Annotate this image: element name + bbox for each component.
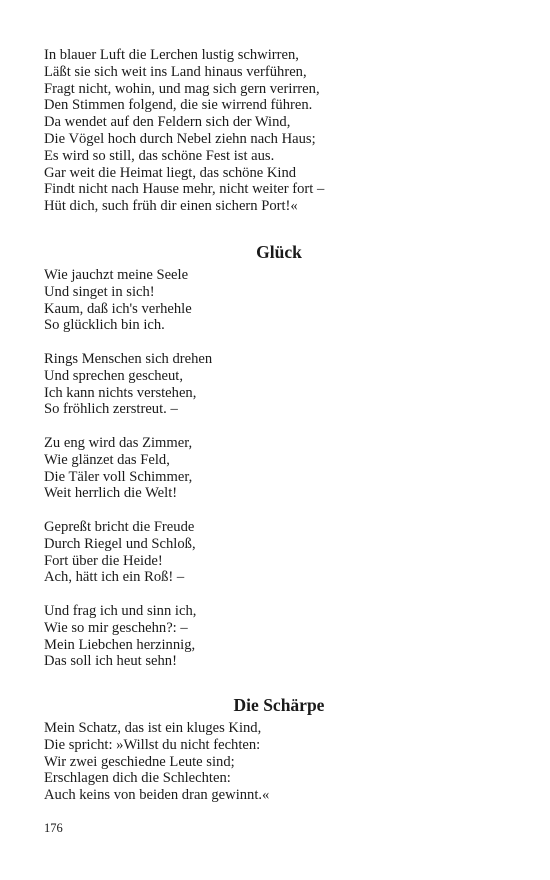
verse-line: Die Täler voll Schimmer, xyxy=(44,468,193,485)
verse-line: Durch Riegel und Schloß, xyxy=(44,535,196,552)
verse-line: Wie glänzet das Feld, xyxy=(44,451,170,468)
stanza xyxy=(44,351,514,418)
verse-line: Den Stimmen folgend, die sie wirrend führen. xyxy=(44,97,313,114)
verse-line: Erschlagen dich die Schlechten: xyxy=(44,770,231,787)
verse-line: Es wird so still, das schöne Fest ist aus. xyxy=(44,147,275,164)
stanza xyxy=(44,267,514,334)
page-number: 176 xyxy=(44,821,63,835)
verse-line: Und sprechen gescheut, xyxy=(44,367,183,384)
verse-line: Läßt sie sich weit ins Land hinaus verführen, xyxy=(44,63,307,80)
verse-line: Wir zwei geschiedne Leute sind; xyxy=(44,753,235,770)
verse-line: Mein Liebchen herzinnig, xyxy=(44,636,196,653)
poem-die-schaerpe xyxy=(44,720,514,804)
verse-line: Die spricht: »Willst du nicht fechten: xyxy=(44,736,261,753)
verse-line: Mein Schatz, das ist ein kluges Kind, xyxy=(44,720,262,737)
stanza xyxy=(44,519,514,586)
page-content xyxy=(44,47,514,804)
verse-line: Hüt dich, such früh dir einen sichern Port!« xyxy=(44,198,298,215)
verse-line: Fragt nicht, wohin, und mag sich gern verirren, xyxy=(44,80,320,97)
poem-title-die-schaerpe: Die Schärpe xyxy=(233,695,325,716)
poem-glueck xyxy=(44,267,514,670)
verse-line: Die Vögel hoch durch Nebel ziehn nach Haus; xyxy=(44,130,316,147)
poem-fragment-stanza xyxy=(44,47,514,215)
verse-line: In blauer Luft die Lerchen lustig schwirren, xyxy=(44,47,299,63)
verse-line: Zu eng wird das Zimmer, xyxy=(44,434,193,451)
verse-line: Das soll ich heut sehn! xyxy=(44,653,177,670)
verse-line: Wie so mir geschehn?: – xyxy=(44,619,188,636)
verse-line: Fort über die Heide! xyxy=(44,552,163,569)
verse-line: Findt nicht nach Hause mehr, nicht weiter fort – xyxy=(44,181,325,198)
verse-line: Wie jauchzt meine Seele xyxy=(44,266,189,283)
verse-line: Und singet in sich! xyxy=(44,283,155,300)
verse-line: Da wendet auf den Feldern sich der Wind, xyxy=(44,114,291,131)
verse-line: Gar weit die Heimat liegt, das schöne Kind xyxy=(44,164,297,181)
verse-line: So glücklich bin ich. xyxy=(44,317,165,334)
stanza xyxy=(44,603,514,670)
stanza xyxy=(44,435,514,502)
verse-line: Weit herrlich die Welt! xyxy=(44,485,178,502)
verse-line: Kaum, daß ich's verhehle xyxy=(44,300,192,317)
verse-line: So fröhlich zerstreut. – xyxy=(44,401,178,418)
verse-line: Und frag ich und sinn ich, xyxy=(44,602,197,619)
verse-line: Gepreßt bricht die Freude xyxy=(44,518,195,535)
verse-line: Ich kann nichts verstehen, xyxy=(44,384,197,401)
poem-title-glueck: Glück xyxy=(256,241,302,262)
verse-line: Rings Menschen sich drehen xyxy=(44,350,213,367)
verse-line: Auch keins von beiden dran gewinnt.« xyxy=(44,787,270,804)
verse-line: Ach, hätt ich ein Roß! – xyxy=(44,569,185,586)
